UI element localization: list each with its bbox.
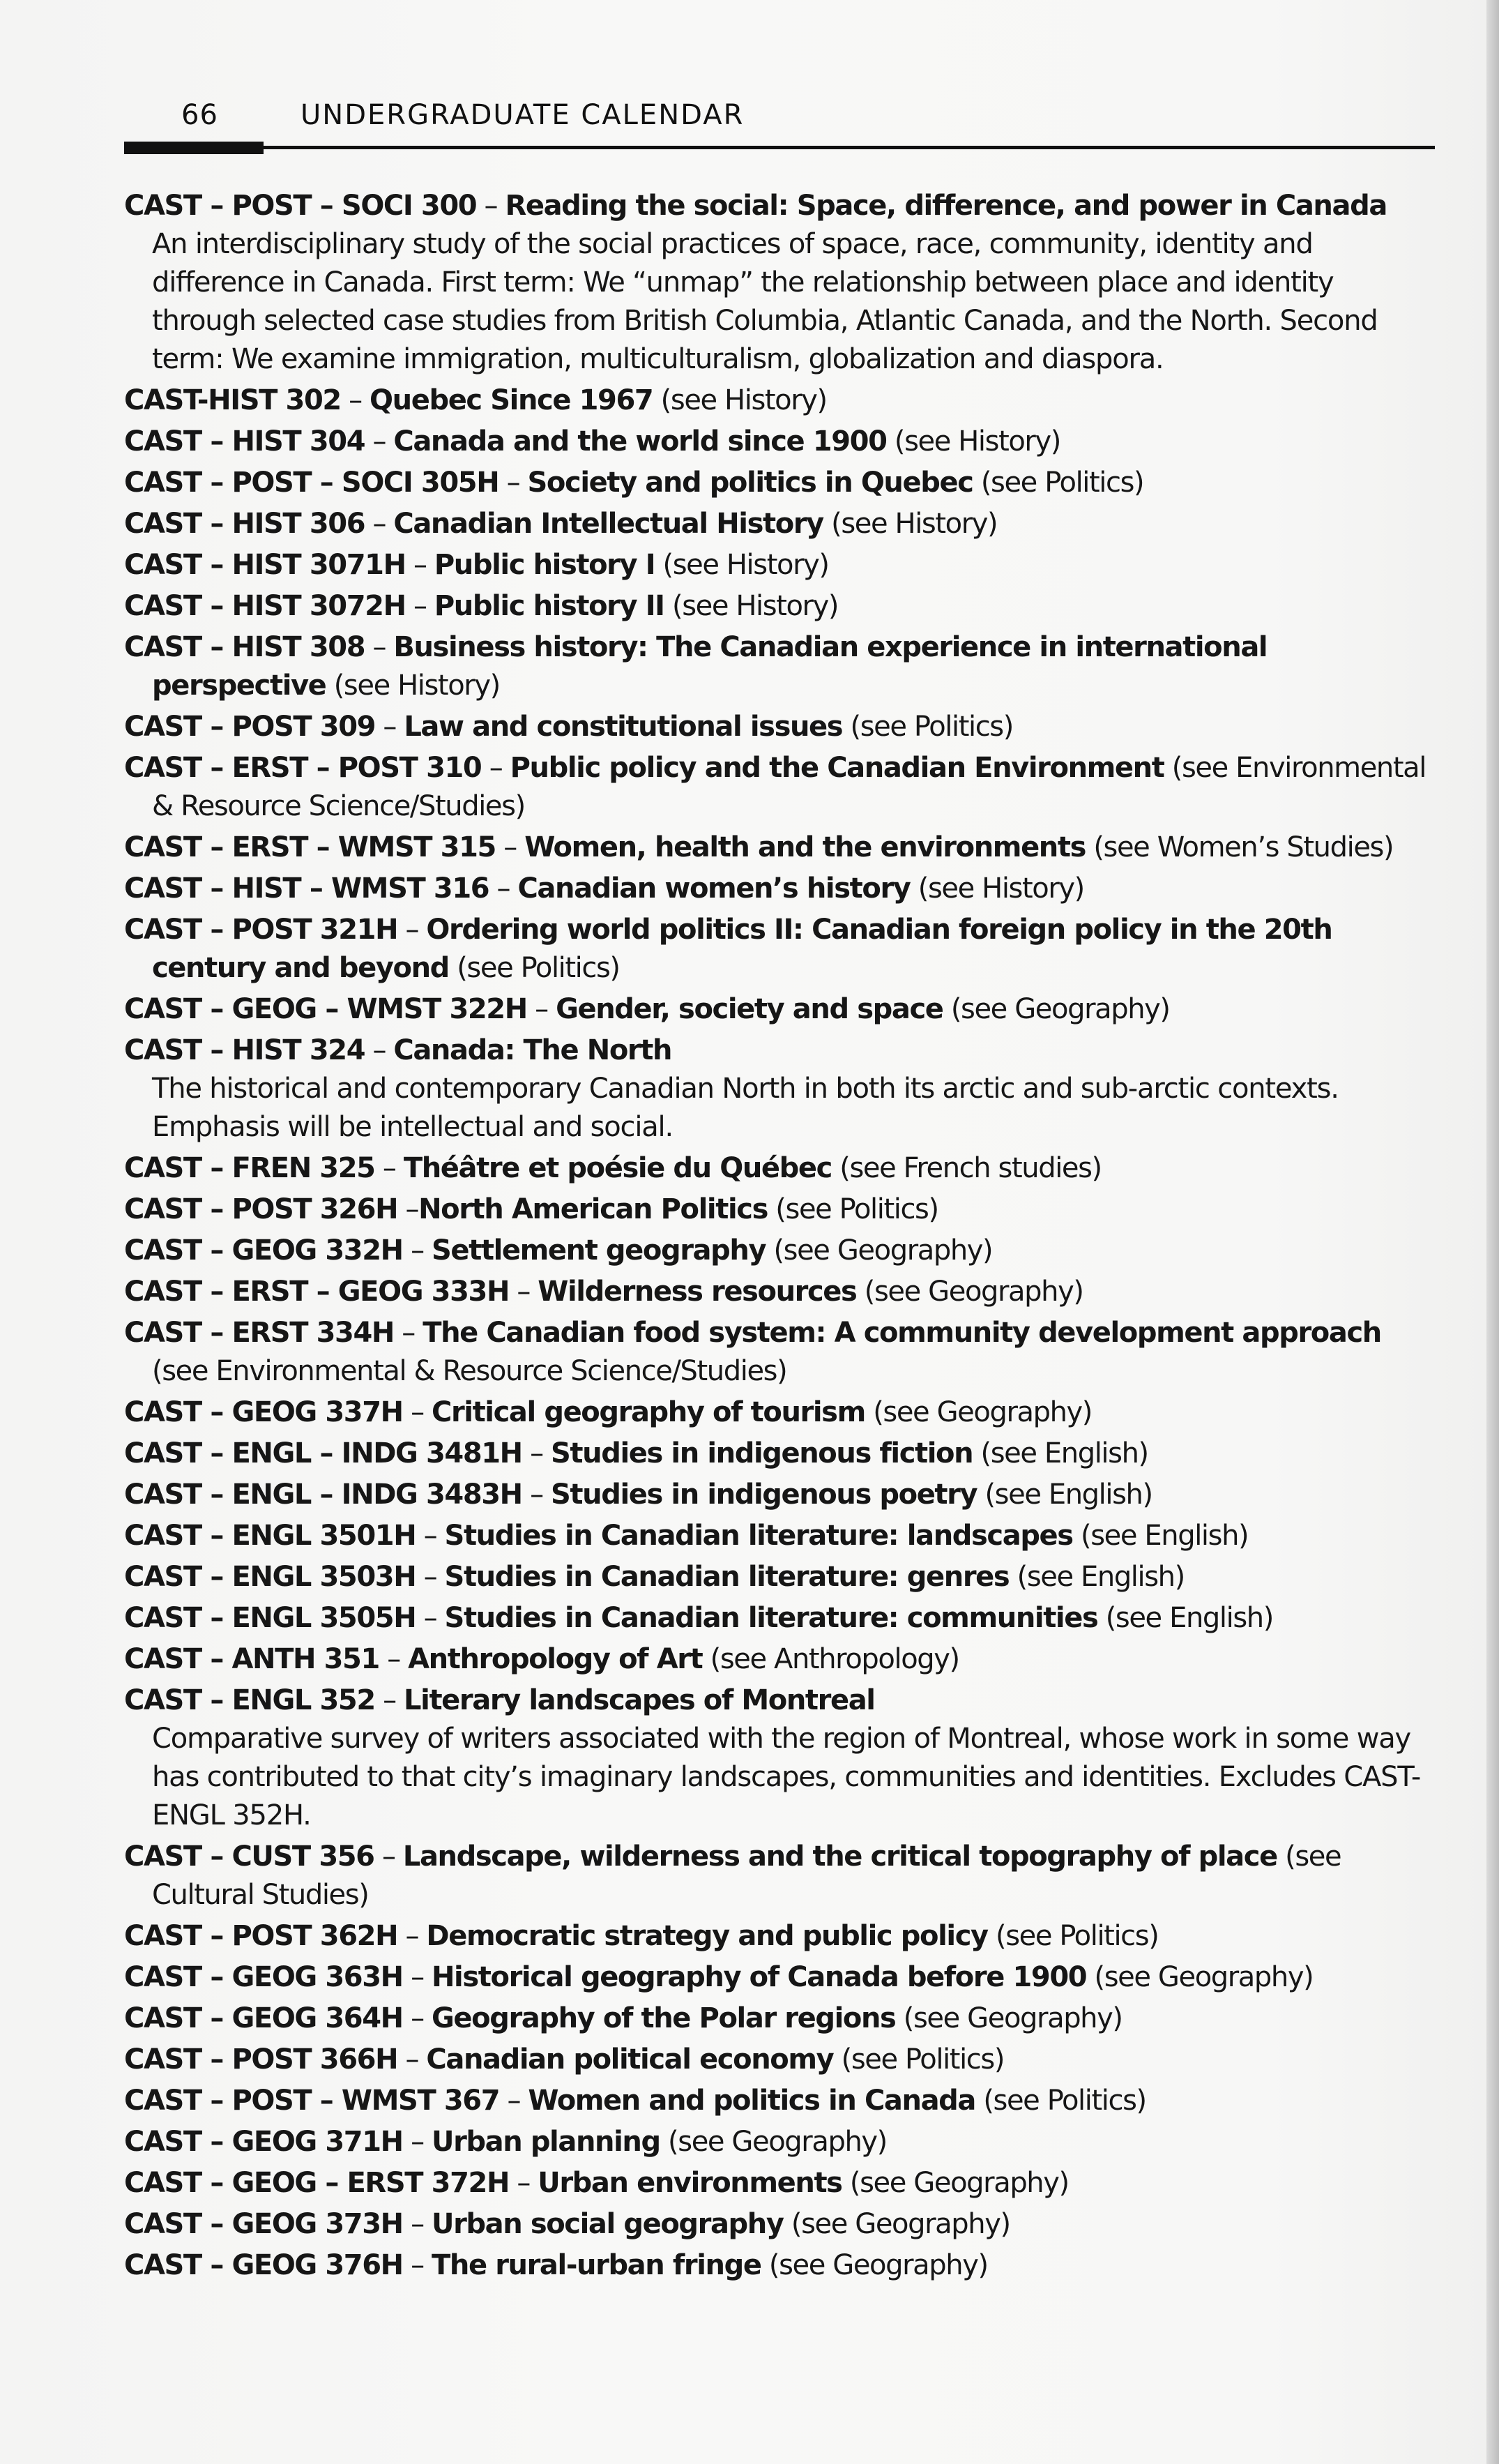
course-entry: [124, 1314, 1435, 1391]
course-cross-reference: (see History): [326, 670, 500, 702]
course-separator: –: [416, 1520, 445, 1552]
course-title: Democratic strategy and public policy: [426, 1920, 988, 1952]
course-separator: –: [499, 467, 528, 499]
course-cross-reference: (see English): [977, 1479, 1152, 1511]
course-heading: [124, 1640, 1435, 1679]
course-title: The rural-urban fringe: [431, 2249, 761, 2281]
course-entry: [124, 1191, 1435, 1229]
course-code: CAST – ENGL 352: [124, 1684, 375, 1716]
course-title: Studies in indigenous fiction: [551, 1437, 973, 1469]
course-heading: [124, 628, 1435, 705]
course-heading: [124, 1517, 1435, 1555]
course-title: Studies in Canadian literature: genres: [444, 1561, 1010, 1593]
course-separator: –: [526, 993, 556, 1025]
course-separator: –: [402, 2208, 432, 2240]
course-code: CAST – HIST – WMST 316: [124, 872, 489, 905]
course-code: CAST – ANTH 351: [124, 1643, 379, 1675]
course-heading: [124, 749, 1435, 826]
course-heading: [124, 1435, 1435, 1473]
course-code: CAST – POST – SOCI 300: [124, 190, 477, 222]
course-heading: [124, 1031, 1435, 1070]
course-separator: –: [402, 2249, 432, 2281]
course-title: Urban environments: [538, 2167, 842, 2199]
course-title: Reading the social: Space, difference, and power in Canada: [505, 190, 1387, 222]
course-cross-reference: (see English): [973, 1437, 1148, 1469]
course-entry: [124, 2246, 1435, 2285]
course-code: CAST – ENGL 3505H: [124, 1602, 416, 1634]
course-entry: [124, 2164, 1435, 2202]
course-separator: –: [379, 1643, 409, 1675]
course-separator: –: [397, 914, 427, 946]
course-code: CAST – ERST 334H: [124, 1317, 394, 1349]
course-title: Geography of the Polar regions: [431, 2002, 896, 2034]
course-separator: –: [374, 1152, 404, 1184]
course-cross-reference: (see Geography): [660, 2126, 887, 2158]
course-separator: –: [416, 1561, 445, 1593]
header-rule: [264, 146, 1435, 149]
course-cross-reference: (see Geography): [766, 1234, 993, 1267]
course-entry: [124, 1393, 1435, 1432]
course-cross-reference: (see Geography): [856, 1276, 1083, 1308]
course-code: CAST – FREN 325: [124, 1152, 375, 1184]
course-code: CAST – ENGL – INDG 3483H: [124, 1479, 522, 1511]
course-entry: [124, 2123, 1435, 2161]
course-cross-reference: (see Geography): [783, 2208, 1010, 2240]
course-cross-reference: (see Geography): [1086, 1961, 1314, 1993]
course-separator: –: [340, 384, 370, 416]
course-cross-reference: (see Environmental & Resource Science/Studies): [152, 752, 1426, 822]
course-entry: [124, 2000, 1435, 2038]
course-heading: [124, 464, 1435, 502]
course-entry: [124, 505, 1435, 543]
course-separator: –: [509, 2167, 538, 2199]
course-separator: –: [397, 1920, 427, 1952]
course-heading: [124, 990, 1435, 1029]
course-entry: [124, 1681, 1435, 1835]
course-cross-reference: (see Politics): [842, 711, 1013, 743]
course-heading: [124, 1149, 1435, 1188]
course-entry: [124, 187, 1435, 379]
course-entry: [124, 1476, 1435, 1514]
course-separator: –: [365, 425, 394, 458]
course-separator: –: [374, 1684, 404, 1716]
course-heading: [124, 2205, 1435, 2244]
course-heading: [124, 870, 1435, 908]
course-separator: –: [365, 508, 394, 540]
course-code: CAST – POST – WMST 367: [124, 2085, 500, 2117]
course-heading: [124, 381, 1435, 420]
course-entry: [124, 870, 1435, 908]
course-separator: –: [476, 190, 505, 222]
course-separator: –: [374, 1841, 403, 1873]
page-number: 66: [181, 99, 218, 131]
course-cross-reference: (see English): [1009, 1561, 1185, 1593]
course-code: CAST – HIST 3072H: [124, 590, 406, 622]
course-title: Théâtre et poésie du Québec: [403, 1152, 832, 1184]
course-separator: –: [402, 2126, 432, 2158]
course-separator: –: [402, 1396, 432, 1428]
course-cross-reference: (see History): [655, 549, 829, 581]
course-entry: [124, 546, 1435, 584]
course-entry: [124, 1517, 1435, 1555]
course-description: An interdisciplinary study of the social practices of space, race, community, identity and difference in Canada. First term: We “unmap” the relationship between place and identity through selected case studies from British Columbia, Atlantic Canada, and the North. Second term: We examine immigration, multiculturalism, globalization and diaspora.: [152, 228, 1378, 375]
course-heading: [124, 1599, 1435, 1638]
course-entry: [124, 1273, 1435, 1311]
course-entry: [124, 1917, 1435, 1956]
course-title: Studies in indigenous poetry: [551, 1479, 977, 1511]
course-separator: –: [495, 831, 525, 863]
course-code: CAST – GEOG 376H: [124, 2249, 403, 2281]
course-entry: [124, 829, 1435, 867]
course-title: Law and constitutional issues: [404, 711, 843, 743]
course-entry: [124, 1958, 1435, 1997]
course-cross-reference: (see Geography): [842, 2167, 1069, 2199]
course-heading: [124, 2246, 1435, 2285]
course-code: CAST – POST 326H: [124, 1193, 398, 1225]
course-code: CAST – HIST 304: [124, 425, 365, 458]
course-code: CAST – POST 309: [124, 711, 376, 743]
course-code: CAST – GEOG 364H: [124, 2002, 403, 2034]
course-code: CAST – GEOG 363H: [124, 1961, 403, 1993]
course-code: CAST – GEOG 337H: [124, 1396, 403, 1428]
course-code: CAST – ERST – POST 310: [124, 752, 482, 784]
page-header: [124, 99, 1435, 153]
course-heading: [124, 2000, 1435, 2038]
course-separator: –: [402, 1234, 432, 1267]
course-entry: [124, 628, 1435, 705]
course-title: Urban planning: [431, 2126, 660, 2158]
course-code: CAST – GEOG – WMST 322H: [124, 993, 527, 1025]
course-code: CAST-HIST 302: [124, 384, 341, 416]
course-title: North American Politics: [418, 1193, 768, 1225]
course-description: Comparative survey of writers associated with the region of Montreal, whose work in some way has contributed to that city’s imaginary landscapes, communities and identities. Excludes CAST-ENGL 352H.: [152, 1723, 1421, 1831]
course-entry: [124, 708, 1435, 746]
course-separator: –: [522, 1437, 551, 1469]
course-separator: –: [402, 1961, 432, 1993]
course-separator: –: [397, 2043, 427, 2076]
course-heading: [124, 911, 1435, 988]
course-cross-reference: (see Geography): [865, 1396, 1093, 1428]
running-title: UNDERGRADUATE CALENDAR: [300, 99, 745, 131]
course-cross-reference: (see Cultural Studies): [152, 1841, 1341, 1911]
course-title: Studies in Canadian literature: communities: [444, 1602, 1098, 1634]
course-title: Canadian Intellectual History: [393, 508, 823, 540]
course-separator: –: [522, 1479, 551, 1511]
course-heading: [124, 1191, 1435, 1229]
course-cross-reference: (see History): [653, 384, 827, 416]
course-separator: –: [375, 711, 404, 743]
course-heading: [124, 1681, 1435, 1720]
course-title: Wilderness resources: [538, 1276, 857, 1308]
course-heading: [124, 187, 1435, 225]
course-code: CAST – ENGL 3501H: [124, 1520, 416, 1552]
course-separator: –: [489, 872, 518, 905]
course-code: CAST – CUST 356: [124, 1841, 374, 1873]
course-cross-reference: (see History): [823, 508, 998, 540]
course-cross-reference: (see Geography): [943, 993, 1170, 1025]
header-rule-thick: [124, 142, 264, 154]
course-cross-reference: (see Politics): [448, 952, 620, 984]
course-cross-reference: (see History): [910, 872, 1084, 905]
course-code: CAST – GEOG 373H: [124, 2208, 403, 2240]
course-entry: [124, 2041, 1435, 2079]
course-cross-reference: (see English): [1072, 1520, 1249, 1552]
course-heading: [124, 546, 1435, 584]
course-code: CAST – GEOG 371H: [124, 2126, 403, 2158]
course-code: CAST – HIST 324: [124, 1034, 365, 1066]
course-heading: [124, 829, 1435, 867]
course-separator: –: [405, 549, 434, 581]
course-title: Settlement geography: [431, 1234, 766, 1267]
course-heading: [124, 1314, 1435, 1391]
course-heading: [124, 1232, 1435, 1270]
course-separator: –: [402, 2002, 432, 2034]
course-code: CAST – HIST 3071H: [124, 549, 406, 581]
course-cross-reference: (see Geography): [895, 2002, 1123, 2034]
course-heading: [124, 1558, 1435, 1596]
course-heading: [124, 1393, 1435, 1432]
course-cross-reference: (see Politics): [987, 1920, 1159, 1952]
course-heading: [124, 423, 1435, 461]
course-title: Historical geography of Canada before 1900: [431, 1961, 1087, 1993]
course-title: Women and politics in Canada: [528, 2085, 975, 2117]
course-heading: [124, 1917, 1435, 1956]
course-title: Public history I: [434, 549, 655, 581]
course-title: Business history: The Canadian experience in international perspective: [152, 631, 1268, 702]
course-entry: [124, 990, 1435, 1029]
course-separator: –: [365, 1034, 394, 1066]
course-entry: [124, 381, 1435, 420]
course-heading: [124, 587, 1435, 626]
course-heading: [124, 1838, 1435, 1914]
course-list: [124, 187, 1435, 2288]
course-separator: –: [416, 1602, 445, 1634]
course-cross-reference: (see Politics): [833, 2043, 1005, 2076]
course-code: CAST – GEOG – ERST 372H: [124, 2167, 510, 2199]
course-heading: [124, 1958, 1435, 1997]
course-title: Canadian political economy: [426, 2043, 834, 2076]
course-entry: [124, 1640, 1435, 1679]
course-title: Literary landscapes of Montreal: [404, 1684, 875, 1716]
course-cross-reference: (see Women’s Studies): [1086, 831, 1394, 863]
course-code: CAST – ENGL 3503H: [124, 1561, 416, 1593]
course-heading: [124, 2082, 1435, 2120]
course-title: Public policy and the Canadian Environment: [510, 752, 1164, 784]
course-cross-reference: (see English): [1097, 1602, 1273, 1634]
course-entry: [124, 1558, 1435, 1596]
course-title: Public history II: [434, 590, 664, 622]
course-separator: –: [365, 631, 394, 663]
course-cross-reference: (see History): [886, 425, 1060, 458]
course-title: Canadian women’s history: [517, 872, 911, 905]
course-heading: [124, 2123, 1435, 2161]
course-code: CAST – POST 362H: [124, 1920, 398, 1952]
course-entry: [124, 749, 1435, 826]
course-title: Landscape, wilderness and the critical topography of place: [402, 1841, 1277, 1873]
course-title: Anthropology of Art: [408, 1643, 703, 1675]
course-title: Society and politics in Quebec: [527, 467, 973, 499]
course-code: CAST – ENGL – INDG 3481H: [124, 1437, 522, 1469]
course-code: CAST – ERST – WMST 315: [124, 831, 496, 863]
course-cross-reference: (see Environmental & Resource Science/Studies): [152, 1355, 787, 1387]
course-cross-reference: (see History): [664, 590, 839, 622]
course-entry: [124, 423, 1435, 461]
course-entry: [124, 1031, 1435, 1147]
course-heading: [124, 708, 1435, 746]
course-separator: –: [509, 1276, 538, 1308]
page-edge-shadow: [1486, 0, 1499, 2464]
course-cross-reference: (see Geography): [761, 2249, 988, 2281]
course-cross-reference: (see Anthropology): [702, 1643, 959, 1675]
course-code: CAST – POST – SOCI 305H: [124, 467, 499, 499]
course-description: The historical and contemporary Canadian North in both its arctic and sub-arctic contexts. Emphasis will be intellectual and social.: [152, 1073, 1339, 1143]
course-title: Critical geography of tourism: [431, 1396, 865, 1428]
course-code: CAST – GEOG 332H: [124, 1234, 403, 1267]
course-separator: –: [499, 2085, 528, 2117]
course-cross-reference: (see Politics): [767, 1193, 938, 1225]
course-heading: [124, 2164, 1435, 2202]
course-cross-reference: (see French studies): [831, 1152, 1102, 1184]
course-title: Quebec Since 1967: [370, 384, 653, 416]
course-separator: –: [393, 1317, 423, 1349]
course-title: The Canadian food system: A community development approach: [423, 1317, 1381, 1349]
course-entry: [124, 2205, 1435, 2244]
course-entry: [124, 911, 1435, 988]
course-title: Ordering world politics II: Canadian foreign policy in the 20th century and beyond: [152, 914, 1332, 984]
course-cross-reference: (see Politics): [973, 467, 1144, 499]
course-entry: [124, 587, 1435, 626]
course-title: Women, health and the environments: [524, 831, 1086, 863]
course-entry: [124, 464, 1435, 502]
course-code: CAST – POST 366H: [124, 2043, 398, 2076]
course-entry: [124, 1435, 1435, 1473]
course-entry: [124, 2082, 1435, 2120]
course-code: CAST – POST 321H: [124, 914, 398, 946]
course-title: Studies in Canadian literature: landscapes: [444, 1520, 1073, 1552]
course-title: Canada and the world since 1900: [393, 425, 887, 458]
course-code: CAST – HIST 308: [124, 631, 365, 663]
course-separator: –: [397, 1193, 419, 1225]
course-heading: [124, 1476, 1435, 1514]
course-heading: [124, 505, 1435, 543]
course-entry: [124, 1149, 1435, 1188]
course-cross-reference: (see Politics): [975, 2085, 1146, 2117]
course-entry: [124, 1232, 1435, 1270]
course-heading: [124, 2041, 1435, 2079]
course-title: Gender, society and space: [556, 993, 943, 1025]
course-title: Urban social geography: [431, 2208, 784, 2240]
course-code: CAST – HIST 306: [124, 508, 365, 540]
course-heading: [124, 1273, 1435, 1311]
course-entry: [124, 1599, 1435, 1638]
course-entry: [124, 1838, 1435, 1914]
course-code: CAST – ERST – GEOG 333H: [124, 1276, 510, 1308]
course-title: Canada: The North: [393, 1034, 672, 1066]
course-separator: –: [405, 590, 434, 622]
course-separator: –: [481, 752, 510, 784]
